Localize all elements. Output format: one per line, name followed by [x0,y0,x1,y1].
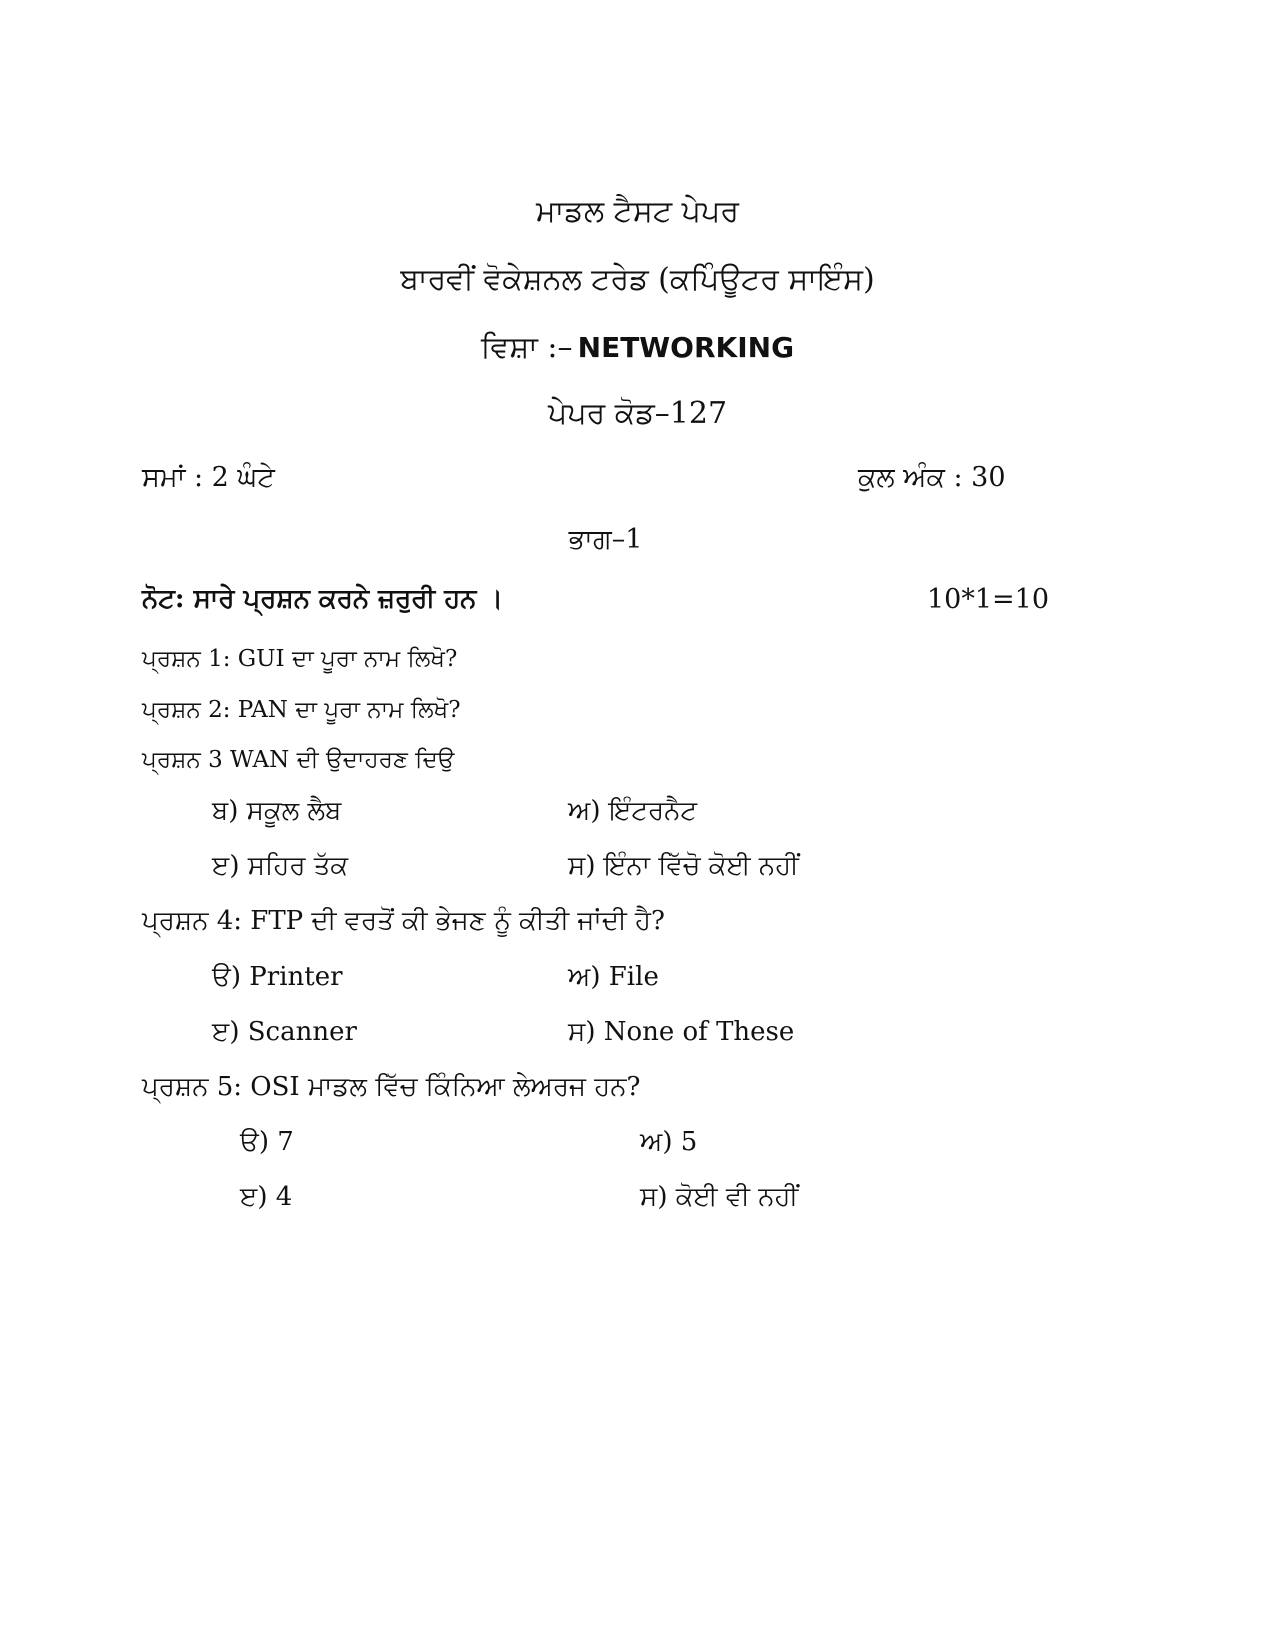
question-5-option-c: ੲ) 4 [240,1182,293,1212]
time-allowed: ਸਮਾਂ : 2 ਘੰਟੇ [142,462,275,493]
question-3-option-a: ਬ) ਸਕੂਲ ਲੈਬ [212,796,342,826]
paper-title: ਮਾਡਲ ਟੈਸਟ ਪੇਪਰ [536,194,739,229]
class-trade-line: ਬਾਰਵੀਂ ਵੋਕੇਸ਼ਨਲ ਟਰੇਡ (ਕਪਿੰਊਟਰ ਸਾਇੰਸ) [400,262,875,297]
instruction-note: ਨੋਟ: ਸਾਰੇ ਪ੍ਰਸ਼ਨ ਕਰਨੇ ਜ਼ਰੁਰੀ ਹਨ । [142,584,504,614]
question-4-option-a: ੳ) Printer [212,962,343,992]
question-4: ਪ੍ਰਸ਼ਨ 4: FTP ਦੀ ਵਰਤੋਂ ਕੀ ਭੇਜਣ ਨੂੰ ਕੀਤੀ ਜਾਂਦੀ ਹੈ? [142,906,665,936]
question-3-option-c: ੲ) ਸਹਿਰ ਤੱਕ [212,851,349,881]
section-title: ਭਾਗ–1 [568,524,643,555]
question-1: ਪ੍ਰਸ਼ਨ 1: GUI ਦਾ ਪੂਰਾ ਨਾਮ ਲਿਖੋ? [142,646,458,672]
question-3: ਪ੍ਰਸ਼ਨ 3 WAN ਦੀ ਉਦਾਹਰਣ ਦਿਉ [142,747,455,773]
paper-code: ਪੇਪਰ ਕੋਡ–127 [547,396,728,431]
question-5-option-a: ੳ) 7 [240,1127,294,1157]
question-5-option-d: ਸ) ਕੋਈ ਵੀ ਨਹੀਂ [640,1182,799,1212]
question-2: ਪ੍ਰਸ਼ਨ 2: PAN ਦਾ ਪੂਰਾ ਨਾਮ ਲਿਖੋ? [142,697,461,723]
section-marks: 10*1=10 [927,584,1050,615]
question-5: ਪ੍ਰਸ਼ਨ 5: OSI ਮਾਡਲ ਵਿੱਚ ਕਿੰਨਿਆ ਲੇਅਰਜ ਹਨ? [142,1072,641,1102]
question-5-option-b: ਅ) 5 [640,1127,698,1157]
total-marks: ਕੁਲ ਅੰਕ : 30 [858,462,1006,493]
question-3-option-b: ਅ) ਇੰਟਰਨੈਟ [568,796,698,826]
question-4-option-c: ੲ) Scanner [212,1017,357,1047]
question-3-option-d: ਸ) ਇੰਨਾ ਵਿੱਚੋ ਕੋਈ ਨਹੀਂ [568,851,799,881]
question-4-option-d: ਸ) None of These [568,1017,795,1047]
question-4-option-b: ਅ) File [568,962,659,992]
subject-value: NETWORKING [577,331,795,364]
subject-line [0,330,1275,365]
subject-label: ਵਿਸ਼ਾ :– [480,330,573,365]
